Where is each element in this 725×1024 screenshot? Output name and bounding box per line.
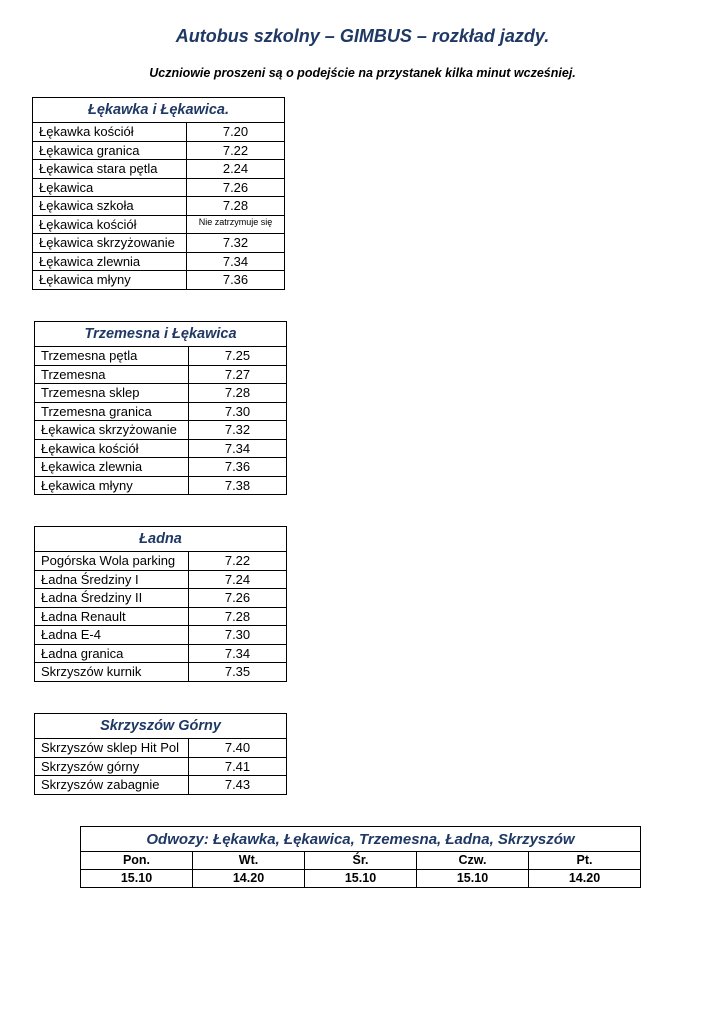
stop-name: Łękawica skrzyżowanie xyxy=(35,421,189,440)
stop-time: 7.36 xyxy=(187,271,285,290)
stop-row xyxy=(35,570,287,589)
day-cell: Czw. xyxy=(417,852,529,870)
stop-row xyxy=(33,178,285,197)
stop-time: 7.26 xyxy=(187,178,285,197)
stop-row xyxy=(33,215,285,234)
stop-row xyxy=(35,607,287,626)
stop-name: Ładna granica xyxy=(35,644,189,663)
stop-row xyxy=(35,626,287,645)
day-cell: Pon. xyxy=(81,852,193,870)
stop-row xyxy=(35,476,287,495)
stop-row xyxy=(35,439,287,458)
stop-time: 7.38 xyxy=(189,476,287,495)
stop-time: 7.41 xyxy=(189,757,287,776)
stop-row xyxy=(35,384,287,403)
stop-row xyxy=(35,739,287,758)
stop-row xyxy=(35,347,287,366)
stop-row xyxy=(35,776,287,795)
stop-time: 7.35 xyxy=(189,663,287,682)
stop-name: Łękawica xyxy=(33,178,187,197)
stop-time: 7.27 xyxy=(189,365,287,384)
stop-name: Łękawica granica xyxy=(33,141,187,160)
returns-title: Odwozy: Łękawka, Łękawica, Trzemesna, Ładna, Skrzyszów xyxy=(81,827,641,852)
stop-name: Trzemesna pętla xyxy=(35,347,189,366)
route-table-ladna xyxy=(34,526,287,682)
stop-name: Łękawica szkoła xyxy=(33,197,187,216)
stop-time: 7.20 xyxy=(187,123,285,142)
stop-row xyxy=(33,160,285,179)
stop-time: 7.32 xyxy=(189,421,287,440)
route-title: Skrzyszów Górny xyxy=(35,714,287,739)
returns-days-row xyxy=(81,852,641,870)
route-title: Ładna xyxy=(35,527,287,552)
stop-time: 7.34 xyxy=(189,439,287,458)
return-time-cell: 14.20 xyxy=(529,870,641,888)
page-title: Autobus szkolny – GIMBUS – rozkład jazdy. xyxy=(175,26,550,46)
stop-name: Trzemesna granica xyxy=(35,402,189,421)
stop-row xyxy=(35,644,287,663)
stop-name: Skrzyszów zabagnie xyxy=(35,776,189,795)
stop-time: 7.40 xyxy=(189,739,287,758)
stop-time: 7.34 xyxy=(189,644,287,663)
stop-row xyxy=(35,589,287,608)
stop-name: Łękawica młyny xyxy=(33,271,187,290)
stop-time: Nie zatrzymuje się xyxy=(187,215,285,234)
stop-name: Łękawica kościół xyxy=(33,215,187,234)
returns-table xyxy=(80,826,641,888)
stop-time: 7.30 xyxy=(189,626,287,645)
stop-name: Ładna E-4 xyxy=(35,626,189,645)
day-cell: Pt. xyxy=(529,852,641,870)
stop-name: Trzemesna sklep xyxy=(35,384,189,403)
stop-name: Skrzyszów górny xyxy=(35,757,189,776)
stop-name: Łękawica kościół xyxy=(35,439,189,458)
stop-time: 7.36 xyxy=(189,458,287,477)
return-time-cell: 15.10 xyxy=(81,870,193,888)
stop-time: 7.34 xyxy=(187,252,285,271)
day-cell: Wt. xyxy=(193,852,305,870)
route-title: Łękawka i Łękawica. xyxy=(33,98,285,123)
stop-time: 7.22 xyxy=(187,141,285,160)
return-time-cell: 14.20 xyxy=(193,870,305,888)
stop-time: 7.26 xyxy=(189,589,287,608)
day-cell: Śr. xyxy=(305,852,417,870)
stop-name: Łękawica zlewnia xyxy=(35,458,189,477)
stop-name: Łękawica skrzyżowanie xyxy=(33,234,187,253)
stop-time: 7.25 xyxy=(189,347,287,366)
stop-row xyxy=(33,123,285,142)
return-time-cell: 15.10 xyxy=(417,870,529,888)
stop-row xyxy=(33,141,285,160)
stop-name: Łękawica zlewnia xyxy=(33,252,187,271)
stop-row xyxy=(35,458,287,477)
stop-name: Łękawka kościół xyxy=(33,123,187,142)
stop-row xyxy=(33,252,285,271)
stop-row xyxy=(35,663,287,682)
stop-row xyxy=(35,402,287,421)
stop-name: Skrzyszów sklep Hit Pol xyxy=(35,739,189,758)
stop-name: Ładna Średziny I xyxy=(35,570,189,589)
stop-row xyxy=(33,271,285,290)
stop-row xyxy=(35,365,287,384)
stop-row xyxy=(35,757,287,776)
stop-time: 7.28 xyxy=(189,384,287,403)
stop-name: Pogórska Wola parking xyxy=(35,552,189,571)
stop-time: 7.30 xyxy=(189,402,287,421)
stop-time: 7.28 xyxy=(189,607,287,626)
stop-time: 7.22 xyxy=(189,552,287,571)
stop-name: Skrzyszów kurnik xyxy=(35,663,189,682)
stop-name: Łękawica stara pętla xyxy=(33,160,187,179)
stop-time: 2.24 xyxy=(187,160,285,179)
stop-name: Ładna Średziny II xyxy=(35,589,189,608)
stop-row xyxy=(35,421,287,440)
stop-time: 7.32 xyxy=(187,234,285,253)
stop-time: 7.24 xyxy=(189,570,287,589)
route-table-trzemesna xyxy=(34,321,287,495)
stop-name: Trzemesna xyxy=(35,365,189,384)
stop-row xyxy=(33,234,285,253)
stop-row xyxy=(33,197,285,216)
returns-times-row xyxy=(81,870,641,888)
stop-time: 7.43 xyxy=(189,776,287,795)
page-subtitle: Uczniowie proszeni są o podejście na przystanek kilka minut wcześniej. xyxy=(149,66,576,80)
stop-name: Łękawica młyny xyxy=(35,476,189,495)
return-time-cell: 15.10 xyxy=(305,870,417,888)
stop-name: Ładna Renault xyxy=(35,607,189,626)
route-table-skrzyszow xyxy=(34,713,287,795)
route-table-lekawka xyxy=(32,97,285,290)
route-title: Trzemesna i Łękawica xyxy=(35,322,287,347)
stop-time: 7.28 xyxy=(187,197,285,216)
stop-row xyxy=(35,552,287,571)
